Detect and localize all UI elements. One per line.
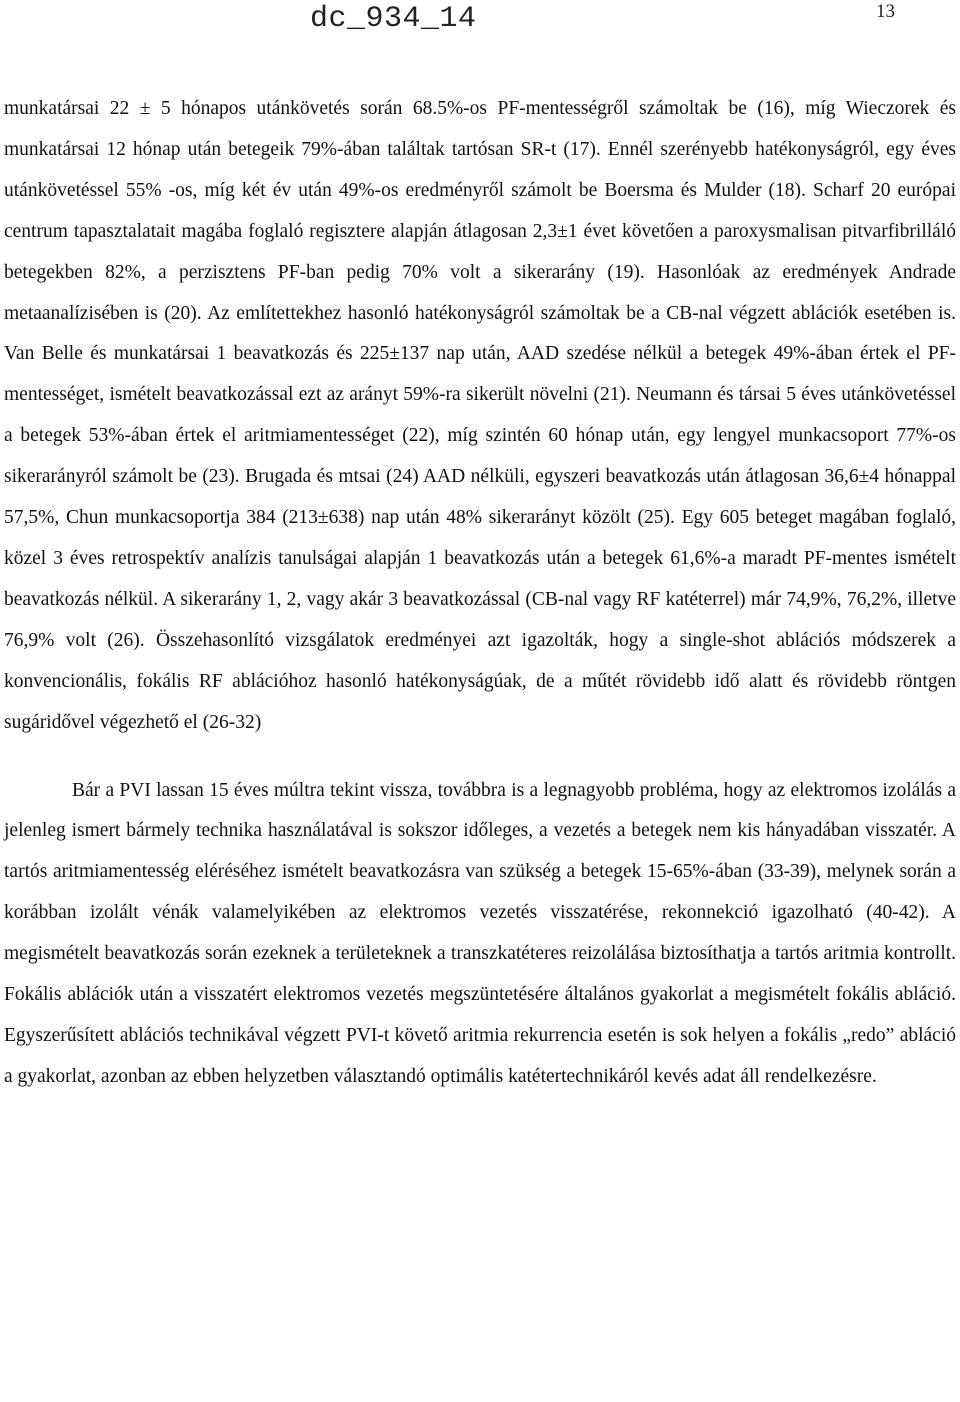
body-paragraph: munkatársai 22 ± 5 hónapos utánkövetés során 68.5%-os PF-mentességről számoltak be (16), míg Wieczorek és munkatársai 12 hónap után betegeik 79%-ában találtak tartósan SR-t (17). Ennél szerényebb hatékonyságról, egy éves utánkövetéssel 55% -os, míg két év után 49%-os eredményről számolt be Boersma és Mulder (18). Scharf 20 európai centrum tapasztalatait magába foglaló regisztere alapján átlagosan 2,3±1 évet követően a paroxysmalisan pitvarfibrilláló betegekben 82%, a perzisztens PF-ban pedig 70% volt a sikerarány (19). Hasonlóak az eredmények Andrade metaanalízisében is (20). Az említettekhez hasonló hatékonyságról számoltak be a CB-nal végzett ablációk esetében is. Van Belle és munkatársai 1 beavatkozás és 225±137 nap után, AAD szedése nélkül a betegek 49%-ában értek el PF-mentességet, ismételt beavatkozással ezt az arányt 59%-ra sikerült növelni (21). Neumann és társai 5 éves utánkövetéssel a betegek 53%-ában értek el aritmiamentességet (22), míg szintén 60 hónap után, egy lengyel munkacsoport 77%-os sikerarányról számolt be (23). Brugada és mtsai (24) AAD nélküli, egyszeri beavatkozás után átlagosan 36,6±4 hónappal 57,5%, Chun munkacsoportja 384 (213±638) nap után 48% sikerarányt közölt (25). Egy 605 beteget magában foglaló, közel 3 éves retrospektív analízis tanulságai alapján 1 beavatkozás után a betegek 61,6%-a maradt PF-mentes ismételt beavatkozás nélkül. A sikerarány 1, 2, vagy akár 3 beavatkozással (CB-nal vagy RF katéterrel) már 74,9%, 76,2%, illetve 76,9% volt (26). Összehasonlító vizsgálatok eredményei azt igazolták, hogy a single-shot ablációs módszerek a konvencionális, fokális RF ablációhoz hasonló hatékonyságúak, de a műtét rövidebb idő alatt és rövidebb röntgen sugáridővel végezhető el (26-32) <box>4 98 956 733</box>
document-id: dc_934_14 <box>310 2 477 36</box>
page-number: 13 <box>876 1 895 22</box>
body-paragraph: Bár a PVI lassan 15 éves múltra tekint vissza, továbbra is a legnagyobb probléma, hogy az elektromos izolálás a jelenleg ismert bármely technika használatával is sokszor időleges, a vezetés a betegek nem kis hányadában visszatér. A tartós aritmiamentesség eléréséhez ismételt beavatkozásra van szükség a betegek 15-65%-ában (33-39), melynek során a korábban izolált vénák valamelyikében az elektromos vezetés visszatérése, rekonnekció igazolható (40-42). A megismételt beavatkozás során ezeknek a területeknek a transzkatéteres reizolálása biztosíthatja a tartós aritmia kontrollt. Fokális ablációk után a visszatért elektromos vezetés megszüntetésére általános gyakorlat a megismételt fokális abláció. Egyszerűsített ablációs technikával végzett PVI-t követő aritmia rekurrencia esetén is sok helyen a fokális „redo” abláció a gyakorlat, azonban az ebben helyzetben választandó optimális katétertechnikáról kevés adat áll rendelkezésre. <box>4 779 956 1087</box>
document-body <box>4 89 956 1098</box>
